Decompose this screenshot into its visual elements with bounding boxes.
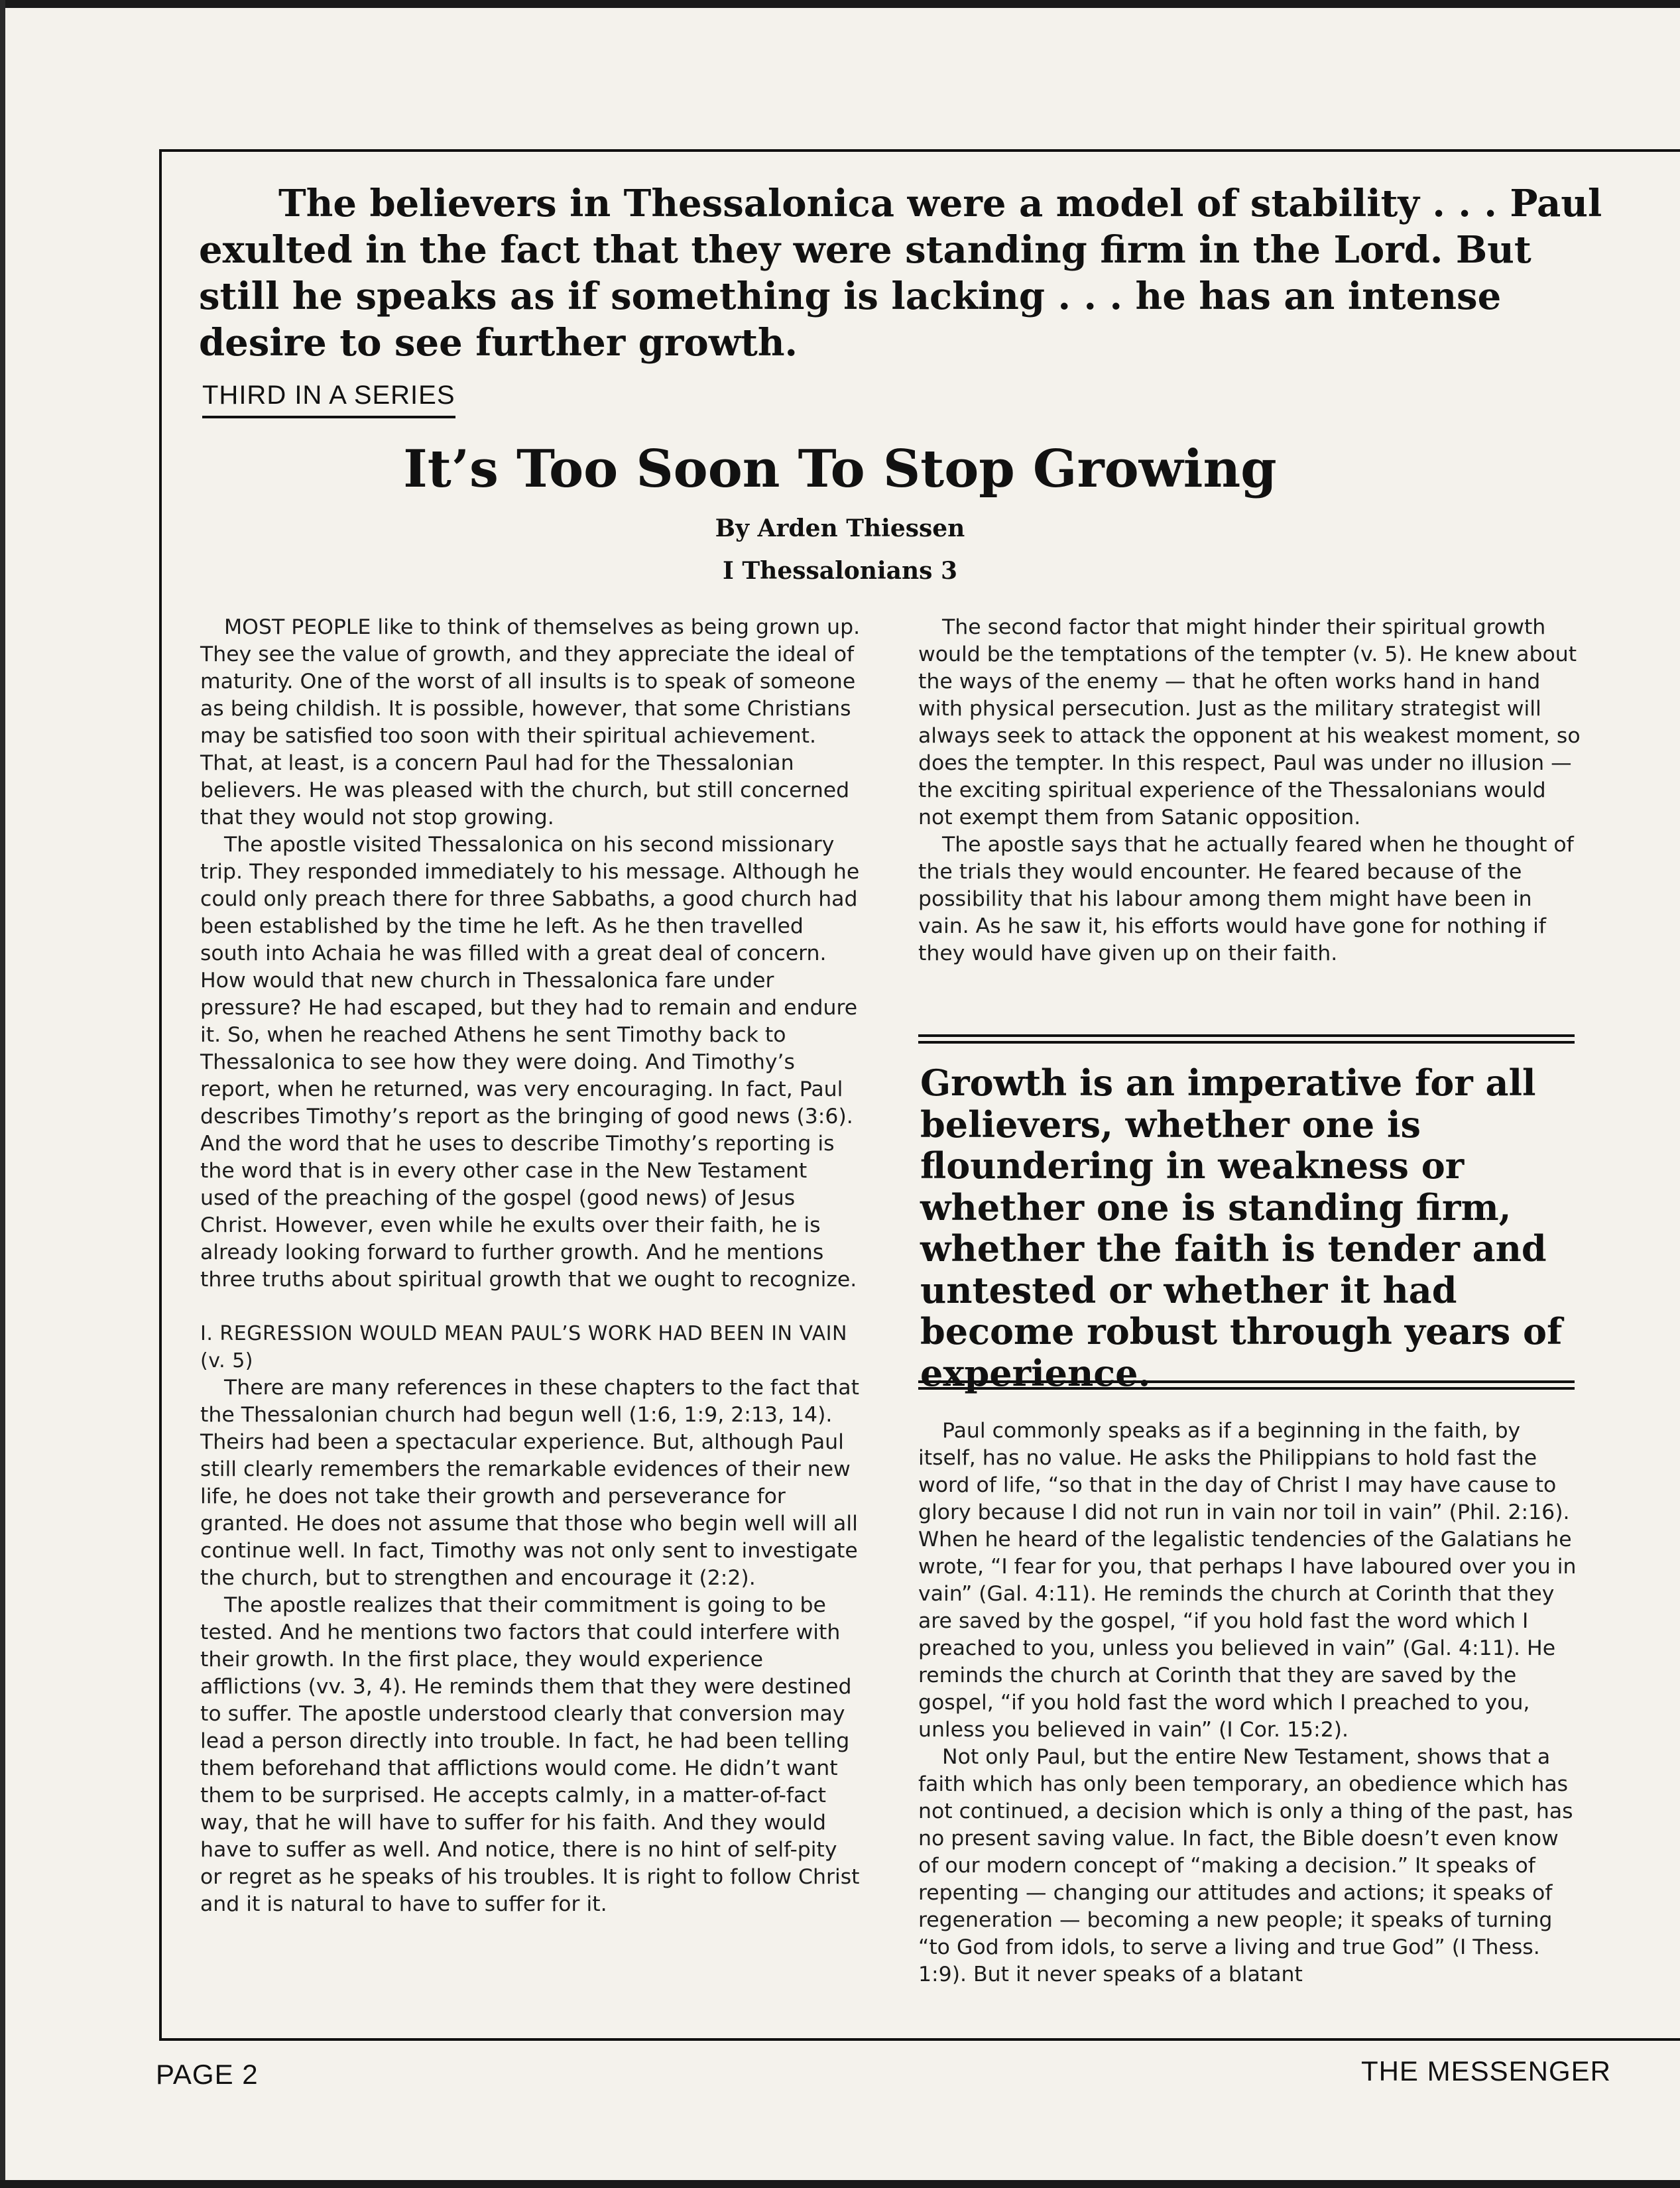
paragraph: The second factor that might hinder their spiritual growth would be the temptations of the tempter (v. 5). He knew about the ways of the enemy — that he often works hand in hand with physical persecution. Just as the military strategist will always seek to attack the opponent at his weakest moment, so does the tempter. In this respect, Paul was under no illusion — the exciting spiritual experience of the Thessalonians would not exempt them from Satanic opposition. (918, 615, 1581, 829)
section-heading: I. REGRESSION WOULD MEAN PAUL’S WORK HAD BEEN IN VAIN (v. 5) (200, 1322, 847, 1372)
right-column-bottom (918, 1418, 1581, 1988)
paragraph: The apostle says that he actually feared when he thought of the trials they would encounter. He feared because of the possibility that his labour among them might have been in vain. As he saw it, his efforts would have gone for nothing if they would have given up on their faith. (918, 833, 1574, 965)
right-column-top (918, 614, 1581, 967)
pull-quote-rule-top (918, 1034, 1575, 1044)
page-edge-top (0, 0, 1680, 8)
mid-pull-quote: Growth is an imperative for all believers, whether one is floundering in weakness or whether one is standing firm, whether the faith is tender and untested or whether it had become robust through years of experience. (920, 1062, 1563, 1394)
paragraph: Not only Paul, but the entire New Testament, shows that a faith which has only been temporary, an obedience which has not continued, a decision which is only a thing of the past, has no present saving value. In fact, the Bible doesn’t even know of our modern concept of “making a decision.” It speaks of repenting — changing our attitudes and actions; it speaks of regeneration — becoming a new people; it speaks of turning “to God from idols, to serve a living and true God” (I Thess. 1:9). But it never speaks of a blatant (918, 1745, 1573, 1986)
article-title: It’s Too Soon To Stop Growing (403, 439, 1277, 499)
scripture-reference: I Thessalonians 3 (723, 557, 957, 585)
paragraph: MOST PEOPLE like to think of themselves as being grown up. They see the value of growth, and they appreciate the ideal of maturity. One of the worst of all insults is to speak of someone as being childish. It is possible, however, that some Christians may be satisfied too soon with their spiritual achievement. That, at least, is a concern Paul had for the Thessalonian believers. He was pleased with the church, but still concerned that they would not stop growing. (200, 615, 861, 829)
top-pull-quote: The believers in Thessalonica were a model of stability . . . Paul exulted in the fact that they were standing firm in the Lord. But still he speaks as if something is lacking . . . he has an intense desire to see further growth. (199, 182, 1602, 365)
page-number: PAGE 2 (156, 2059, 259, 2090)
series-label: THIRD IN A SERIES (202, 381, 455, 418)
pull-quote-rule-bottom (918, 1380, 1575, 1390)
left-column (200, 614, 863, 1918)
paragraph: The apostle realizes that their commitment is going to be tested. And he mentions two factors that could interfere with their growth. In the first place, they would experience afflictions (vv. 3, 4). He reminds them that they were destined to suffer. The apostle understood clearly that conversion may lead a person directly into trouble. In fact, he had been telling them beforehand that afflictions would come. He didn’t want them to be surprised. He accepts calmly, in a matter-of-fact way, that he will have to suffer for his faith. And they would have to suffer as well. And notice, there is no hint of self-pity or regret as he speaks of his troubles. It is right to follow Christ and it is natural to have to suffer for it. (200, 1593, 860, 1916)
paragraph: The apostle visited Thessalonica on his second missionary trip. They responded immediately to his message. Although he could only preach there for three Sabbaths, a good church had been established by the time he left. As he then travelled south into Achaia he was filled with a great deal of concern. How would that new church in Thessalonica fare under pressure? He had escaped, but they had to remain and endure it. So, when he reached Athens he sent Timothy back to Thessalonica to see how they were doing. And Timothy’s report, when he returned, was very encouraging. In fact, Paul describes Timothy’s report as the bringing of good news (3:6). And the word that he uses to describe Timothy’s reporting is the word that is in every other case in the New Testament used of the preaching of the gospel (good news) of Jesus Christ. However, even while he exults over their faith, he is already looking forward to further growth. And he mentions three truths about spiritual growth that we ought to recognize. (200, 833, 860, 1292)
publication-name: THE MESSENGER (1360, 2055, 1611, 2087)
page-edge-bottom (0, 2180, 1680, 2188)
paragraph: There are many references in these chapters to the fact that the Thessalonian church had begun well (1:6, 1:9, 2:13, 14). Theirs had been a spectacular experience. But, although Paul still clearly remembers the remarkable evidences of their new life, he does not take their growth and perseverance for granted. He does not assume that those who begin well will all continue well. In fact, Timothy was not only sent to investigate the church, but to strengthen and encourage it (2:2). (200, 1376, 859, 1590)
page-edge-left (0, 0, 5, 2188)
paragraph: Paul commonly speaks as if a beginning in the faith, by itself, has no value. He asks the Philippians to hold fast the word of life, “so that in the day of Christ I may have cause to glory because I did not run in vain nor toil in vain” (Phil. 2:16). When he heard of the legalistic tendencies of the Galatians he wrote, “I fear for you, that perhaps I have laboured over you in vain” (Gal. 4:11). He reminds the church at Corinth that they are saved by the gospel, “if you hold fast the word which I preached to you, unless you believed in vain” (Gal. 4:11). He reminds the church at Corinth that they are saved by the gospel, “if you hold fast the word which I preached to you, unless you believed in vain” (I Cor. 15:2). (918, 1419, 1577, 1742)
byline: By Arden Thiessen (715, 515, 965, 542)
